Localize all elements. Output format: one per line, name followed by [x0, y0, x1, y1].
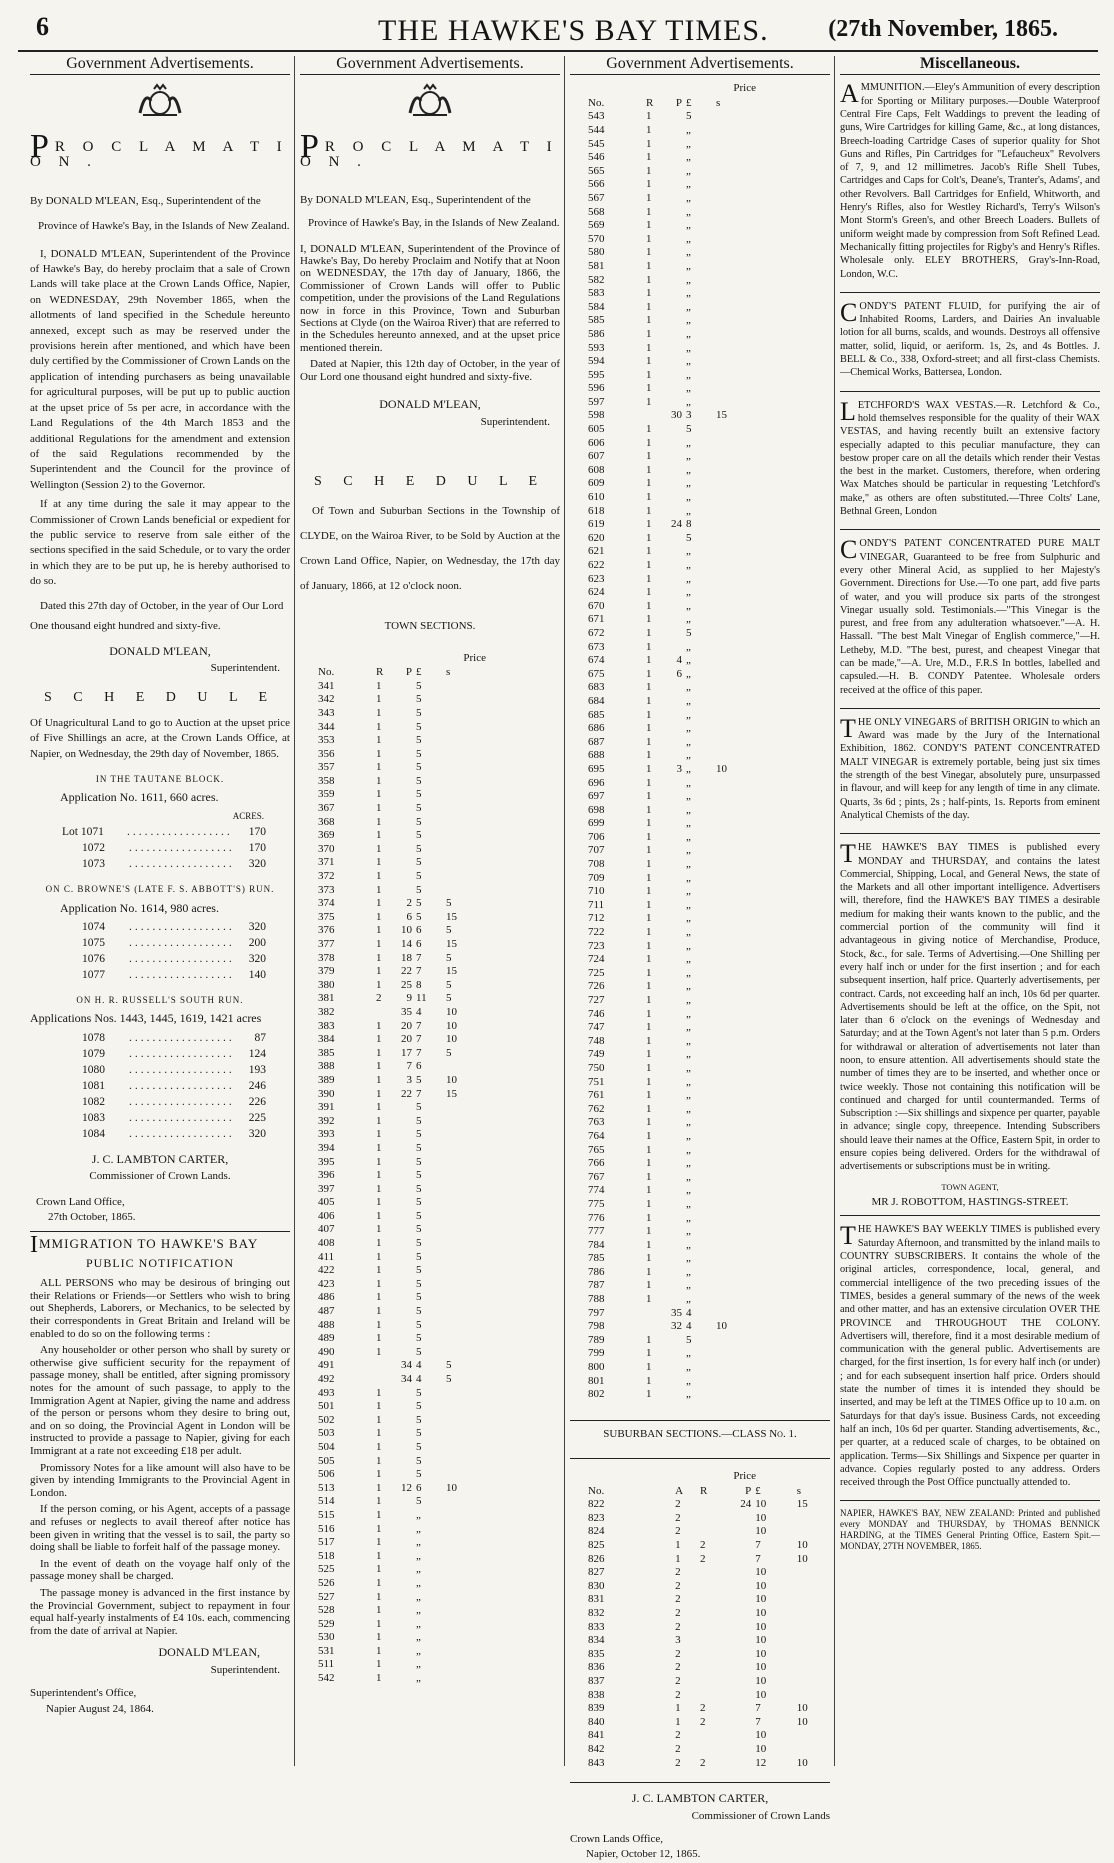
table-row: 493 1 5	[318, 1386, 422, 1399]
table-row: 505 1 5	[318, 1454, 422, 1467]
table-row: 798 32 4 10	[588, 1320, 727, 1333]
table-row: 606 1 „	[588, 436, 691, 449]
table-row: 724 1 „	[588, 953, 691, 966]
table-row: 492 34 4 5	[318, 1373, 452, 1385]
table-row: 824 2 10	[588, 1525, 767, 1538]
table-row: 610 1 „	[588, 491, 691, 504]
table-row: 486 1 5	[318, 1291, 422, 1304]
table-row: 357 1 5	[318, 761, 422, 774]
table-row: 671 1 „	[588, 613, 691, 626]
table-row: 491 34 4 5	[318, 1359, 452, 1372]
application-line: Application No. 1614, 980 acres.	[60, 900, 219, 915]
proclamation-body: I, DONALD M'LEAN, Superintendent of the Province of Hawke's Bay, Do hereby Proclaim and Notify that at Noon on WEDNESDAY, the 17th day of January, 1866, the Commissioner of Crown Lands will offer to Public competition, under the provisions of the Land Regulations now in force in this Province, Town and Suburban Sections at Clyde (on the Wairoa River) that are referred to in the Schedules hereunto annexed, and at the upset price mentioned therein.	[300, 242, 560, 354]
column-heading: Government Advertisements.	[300, 56, 560, 75]
table-row: 389 1 3 5 10	[318, 1073, 457, 1086]
table-row: 565 1 „	[588, 164, 691, 177]
column-divider	[294, 56, 295, 1766]
table-row: 586 1 „	[588, 327, 691, 340]
royal-crest-icon	[300, 83, 560, 122]
table-row: 675 1 6 „	[588, 667, 691, 680]
table-row: 407 1 5	[318, 1223, 422, 1236]
table-row: 838 2 10	[588, 1688, 767, 1701]
table-row: 709 1 „	[588, 871, 691, 884]
table-row: 831 2 10	[588, 1593, 767, 1606]
table-row: 685 1 „	[588, 708, 691, 721]
lot-row: 1082 .................. 226	[82, 1095, 266, 1108]
table-row: 405 1 5	[318, 1196, 422, 1209]
table-row: 598 30 3 15	[588, 409, 727, 422]
table-row: 618 1 „	[588, 504, 691, 517]
table-row: 597 1 „	[588, 395, 691, 408]
column-divider	[834, 56, 835, 1766]
table-row: 683 1 „	[588, 681, 691, 694]
table-row: 395 1 5	[318, 1155, 422, 1168]
table-row: 393 1 5	[318, 1128, 422, 1141]
table-row: 504 1 5	[318, 1440, 422, 1453]
table-row: 511 1 „	[318, 1658, 421, 1671]
table-header: No. R P £ s	[588, 96, 721, 109]
schedule-title: S C H E D U L E	[313, 473, 547, 489]
table-row: 727 1 „	[588, 994, 691, 1006]
table-row: 695 1 3 „ 10	[588, 762, 727, 775]
carter-signature: J. C. LAMBTON CARTER,	[631, 1791, 769, 1806]
immigration-para: If the person coming, or his Agent, accepts of a passage and refuses or neglects to avail thereof after notice has been given in writing that the vessel is to sail, the party so doing shall be liable to forfeit half of the passage money.	[30, 1503, 290, 1554]
table-row: 688 1 „	[588, 749, 691, 762]
block-heading: ON H. R. RUSSELL'S SOUTH RUN.	[76, 995, 244, 1006]
suburban-sections-heading: SUBURBAN SECTIONS.—CLASS No. 1.	[603, 1427, 797, 1440]
table-row: 526 1 „	[318, 1576, 421, 1589]
table-row: 605 1 5	[588, 423, 692, 436]
table-row: 369 1 5	[318, 829, 422, 842]
table-row: 566 1 „	[588, 178, 691, 191]
table-row: 801 1 „	[588, 1374, 691, 1387]
advertisement: CONDY'S PATENT FLUID, for purifying the air of Inhabited Rooms, Larders, and Dairies An invaluable lotion for all burns, scalds, and wounds. Destroys all offensive matter, solid, liquid, or aeriform. 1s, 2s, and 4s Bottles. J. BELL & Co., 338, Oxford-street; and all first-class Chemists.—Chemical Works, Battersea, London.	[840, 300, 1100, 392]
table-row: 833 2 10	[588, 1620, 767, 1633]
table-row: 619 1 24 8	[588, 518, 692, 531]
table-row: 725 1 „	[588, 966, 691, 979]
table-row: 372 1 5	[318, 870, 422, 883]
column-2	[300, 56, 560, 1766]
masthead	[18, 10, 1098, 50]
immigration-signature-title: Superintendent.	[210, 1663, 280, 1676]
table-row: 826 1 2 7 10	[588, 1552, 808, 1565]
table-row: 596 1 „	[588, 382, 691, 395]
table-row: 687 1 „	[588, 735, 691, 748]
table-row: 822 2 24 10 15	[588, 1498, 808, 1511]
table-row: 840 1 2 7 10	[588, 1715, 808, 1728]
proclamation-title: P R O C L A M A T I O N .	[300, 127, 559, 171]
table-row: 764 1 „	[588, 1129, 691, 1142]
table-row: 527 1 „	[318, 1590, 421, 1603]
table-row: 356 1 5	[318, 747, 422, 760]
proclamation-title: P R O C L A M A T I O N .	[30, 127, 289, 171]
schedule-title: S C H E D U L E	[43, 690, 277, 706]
page-number: 6	[36, 12, 49, 41]
table-row: 775 1 „	[588, 1197, 691, 1210]
lot-row: 1074 .................. 320	[82, 921, 266, 934]
immigration-subtitle: PUBLIC NOTIFICATION	[86, 1255, 234, 1270]
table-row: 397 1 5	[318, 1182, 422, 1195]
table-row: 712 1 „	[588, 912, 691, 925]
table-row: 670 1 „	[588, 599, 691, 612]
table-row: 706 1 „	[588, 830, 691, 843]
table-row: 385 1 17 7 5	[318, 1046, 452, 1059]
table-row: 371 1 5	[318, 856, 422, 869]
price-label: Price	[733, 1470, 756, 1483]
table-row: 342 1 5	[318, 693, 422, 706]
office-name: Crown Land Office,	[36, 1195, 125, 1208]
table-row: 698 1 „	[588, 803, 691, 816]
table-row: 422 1 5	[318, 1264, 422, 1277]
table-row: 392 1 5	[318, 1114, 422, 1127]
table-row: 382 35 4 10	[318, 1005, 457, 1018]
table-row: 766 1 „	[588, 1157, 691, 1170]
table-row: 391 1 5	[318, 1101, 422, 1114]
table-row: 408 1 5	[318, 1237, 422, 1250]
table-row: 343 1 5	[318, 706, 422, 719]
column-heading: Government Advertisements.	[30, 56, 290, 75]
table-row: 823 2 10	[588, 1511, 767, 1524]
table-row: 608 1 „	[588, 463, 691, 476]
table-row: 686 1 „	[588, 722, 691, 735]
advertisement: LETCHFORD'S WAX VESTAS.—R. Letchford & Co., hold themselves responsible for the quality of their WAX VESTAS, and having recently built an extensive factory especially adapted to this peculiar manufacture, they can bestow proper care on all the details which render their Vestas the best in the market. Customers, therefore, when ordering Wax Matches should be particular in requesting 'Letchford's make," as others are often substituted.—Three Colts' Lane, Bethnal Green, London	[840, 399, 1100, 531]
table-row: 370 1 5	[318, 842, 422, 855]
table-row: 489 1 5	[318, 1332, 422, 1345]
table-row: 836 2 10	[588, 1661, 767, 1674]
table-row: 594 1 „	[588, 355, 691, 368]
table-row: 748 1 „	[588, 1034, 691, 1047]
table-row: 839 1 2 7 10	[588, 1702, 808, 1715]
table-row: 767 1 „	[588, 1170, 691, 1183]
column-divider	[564, 56, 565, 1766]
table-row: 797 35 4	[588, 1306, 692, 1319]
application-line: Applications Nos. 1443, 1445, 1619, 1421 acres	[30, 1011, 262, 1026]
immigration-para: In the event of death on the voyage half only of the passage money shall be charged.	[30, 1557, 290, 1583]
table-row: 503 1 5	[318, 1427, 422, 1440]
proclamation-dated: Dated at Napier, this 12th day of October, in the year of Our Lord one thousand eight hundred and sixty-five.	[300, 358, 560, 383]
masthead-rule	[18, 50, 1098, 52]
lot-row: 1079 .................. 124	[82, 1047, 266, 1060]
table-row: 396 1 5	[318, 1169, 422, 1182]
block-heading: ON C. BROWNE'S (LATE F. S. ABBOTT'S) RUN.	[45, 884, 275, 895]
table-row: 583 1 „	[588, 287, 691, 300]
table-row: 707 1 „	[588, 844, 691, 857]
table-row: 367 1 5	[318, 802, 422, 815]
table-row: 582 1 „	[588, 273, 691, 286]
table-row: 607 1 „	[588, 450, 691, 463]
acres-label: ACRES.	[232, 810, 264, 821]
table-row: 697 1 „	[588, 790, 691, 803]
table-row: 843 2 2 12 10	[588, 1756, 808, 1769]
table-row: 513 1 12 6 10	[318, 1481, 457, 1494]
table-row: 800 1 „	[588, 1361, 691, 1374]
table-row: 528 1 „	[318, 1604, 421, 1617]
table-row: 529 1 „	[318, 1617, 421, 1630]
table-row: 761 1 „	[588, 1089, 691, 1102]
schedule-intro: Of Town and Suburban Sections in the Township of CLYDE, on the Wairoa River, to be Sold by Auction at the Crown Land Office, Napier, on Wednesday, the 17th day of January, 1866, at 12 o'clock noon.	[300, 505, 560, 593]
table-row: 530 1 „	[318, 1631, 421, 1644]
table-row: 802 1 „	[588, 1388, 691, 1401]
table-row: 581 1 „	[588, 259, 691, 272]
table-row: 789 1 5	[588, 1333, 692, 1346]
lot-row: 1076 .................. 320	[82, 953, 266, 966]
column-heading: Government Advertisements.	[570, 56, 830, 75]
signature-title: Superintendent.	[480, 415, 550, 428]
table-row: 786 1 „	[588, 1265, 691, 1278]
table-row: 580 1 „	[588, 246, 691, 259]
table-row: 359 1 5	[318, 788, 422, 801]
column-heading: Miscellaneous.	[840, 56, 1100, 75]
price-label: Price	[733, 82, 756, 95]
table-row: 711 1 „	[588, 898, 691, 911]
town-sections-table-continued	[570, 97, 830, 1402]
application-line: Application No. 1611, 660 acres.	[60, 790, 219, 805]
table-row: 514 1 5	[318, 1495, 422, 1508]
carter-title: Commissioner of Crown Lands.	[89, 1170, 231, 1183]
table-row: 751 1 „	[588, 1075, 691, 1088]
table-row: 515 1 „	[318, 1508, 421, 1521]
table-row: 837 2 10	[588, 1674, 767, 1687]
column-4	[840, 56, 1100, 1766]
table-row: 749 1 „	[588, 1048, 691, 1061]
table-row: 584 1 „	[588, 300, 691, 313]
immigration-para: ALL PERSONS who may be desirous of bringing out their Relations or Friends—or Settlers who wish to bring out Shepherds, Laborers, or Mechanics, to be selected by their correspondents in Great Britain and Ireland will be enabled to do so on the following terms :	[30, 1277, 290, 1340]
table-row: 377 1 14 6 15	[318, 938, 457, 950]
lot-row: 1084 .................. 320	[82, 1127, 266, 1140]
proclamation-body: I, DONALD M'LEAN, Superintendent of the Province of Hawke's Bay, do hereby proclaim that a sale of Crown Lands will take place at the Crown Lands Office, Napier, on WEDNESDAY, 29th November 1865, when the allotments of land specified in the Schedule hereunto annexed, except such as may be reserved under the provisions herein after mentioned, and which have been duly certified by the Commissioner of Crown Lands on the application of intending purchasers as being unavailable for agricultural purposes, will be put up to public auction at the upset price of 5s per acre, in accordance with the Land Regulations of the 4th March 1853 and the additional Regulations for the amendment and extension of the said Regulations recommended by the Superintendent and the Council for the province of Wellington (Session 2) to the Governor.	[30, 247, 290, 491]
office-date: Napier, October 12, 1865.	[586, 1848, 701, 1861]
table-row: 762 1 „	[588, 1102, 691, 1115]
newspaper-title: THE HAWKE'S BAY TIMES.	[378, 14, 769, 47]
table-row: 622 1 „	[588, 559, 691, 571]
office-name: Crown Lands Office,	[570, 1832, 663, 1845]
table-row: 746 1 „	[588, 1007, 691, 1020]
lot-row: 1077 .................. 140	[82, 969, 266, 982]
table-row: 799 1 „	[588, 1347, 691, 1360]
advertisement: THE HAWKE'S BAY WEEKLY TIMES is published every Saturday Afternoon, and transmitted by the inland mails to COUNTRY SUBSCRIBERS. It contains the whole of the original articles, correspondence, local, general, and commercial intelligence of the two preceding issues of the TIMES, besides a general summary of the news of the week and other matter, and has an extensive circulation OVER THE PROVINCE and THROUGHOUT THE COLONY. Advertisers will, therefore, find it a most desirable medium of communication with the general public. Advertisements are charged, for the first insertion, 1s for every half inch (or under) ; and for each subsequent insertion half price. Orders should state the number of times it is intended they should be inserted, and may be left at the TIMES Office up to 10 a.m. on Saturdays for that day's issue. Business Cards, not exceeding half an inch, 10s 6d per quarter. Standing advertisements, &c., per quarter, at a reduced scale of charges, to be obtained on application. Terms—Six Shillings and Sixpence per quarter in advance. Copies regularly posted to any address. Orders received through the Post Office punctually attended to.	[840, 1223, 1100, 1501]
table-row: 380 1 25 8 5	[318, 978, 452, 991]
table-row: 774 1 „	[588, 1184, 691, 1197]
lot-row: 1081 .................. 246	[82, 1079, 266, 1092]
lot-row: Lot 1071 .................. 170	[62, 826, 266, 839]
table-row: 341 1 5	[318, 679, 422, 692]
lot-row: 1073 .................. 320	[82, 858, 266, 871]
town-sections-table	[300, 666, 560, 1686]
table-row: 502 1 5	[318, 1413, 422, 1426]
table-row: 368 1 5	[318, 815, 422, 828]
table-row: 570 1 „	[588, 232, 691, 245]
table-row: 569 1 „	[588, 219, 691, 232]
table-row: 620 1 5	[588, 531, 692, 544]
town-agent: MR J. ROBOTTOM, HASTINGS-STREET.	[871, 1196, 1069, 1209]
column-1	[30, 56, 290, 1766]
table-row: 623 1 „	[588, 572, 691, 585]
proclamation-byline: By DONALD M'LEAN, Esq., Superintendent of the Province of Hawke's Bay, in the Islands of New Zealand.	[30, 194, 290, 232]
block-heading: IN THE TAUTANE BLOCK.	[95, 774, 225, 784]
proclamation-body-2: If at any time during the sale it may appear to the Commissioner of Crown Lands beneficial or expedient for the public service to reserve from sale either of the sections specified in the said Schedule, or to vary the order in which they are to be put up, he is hereby authorised to do so.	[30, 498, 290, 588]
table-row: 673 1 „	[588, 640, 691, 653]
carter-title: Commissioner of Crown Lands	[691, 1809, 830, 1822]
table-row: 543 1 5	[588, 110, 692, 123]
price-label: Price	[463, 651, 486, 664]
table-row: 406 1 5	[318, 1209, 422, 1222]
proclamation-dated: Dated this 27th day of October, in the year of Our Lord One thousand eight hundred and sixty-five.	[30, 599, 284, 632]
suburban-sections-table	[570, 1485, 830, 1770]
table-row: 841 2 10	[588, 1729, 767, 1742]
column-3	[570, 55, 830, 1861]
table-row: 621 1 „	[588, 545, 691, 558]
lot-row: 1075 .................. 200	[82, 937, 266, 950]
table-row: 750 1 „	[588, 1061, 691, 1074]
table-row: 787 1 „	[588, 1279, 691, 1292]
table-row: 710 1 „	[588, 885, 691, 898]
table-row: 684 1 „	[588, 694, 691, 707]
table-row: 358 1 5	[318, 774, 422, 787]
table-row: 784 1 „	[588, 1238, 691, 1251]
table-row: 388 1 7 6	[318, 1060, 422, 1073]
table-row: 384 1 20 7 10	[318, 1033, 457, 1046]
carter-signature: J. C. LAMBTON CARTER,	[91, 1151, 229, 1166]
advertisement: THE ONLY VINEGARS of BRITISH ORIGIN to which an Award was made by the Jury of the International Exhibition, 1862. CONDY'S PATENT CONCENTRATED MALT VINEGAR is extremely portable, being just six times the strength of the best Vinegar, absolutely pure, unsurpassed in flavour, and will keep for any length of time in any climate. Quarts, 3s 6d ; pints, 2s ; half-pints, 1s. Reports from eminent Analytical Chemists of the day.	[840, 716, 1100, 834]
table-row: 722 1 „	[588, 926, 691, 939]
table-row: 487 1 5	[318, 1305, 422, 1318]
table-row: 593 1 „	[588, 341, 691, 354]
table-row: 624 1 „	[588, 586, 691, 599]
lot-row: 1083 .................. 225	[82, 1111, 266, 1124]
table-row: 376 1 10 6 5	[318, 924, 452, 937]
table-row: 835 2 10	[588, 1647, 767, 1660]
table-row: 672 1 5	[588, 626, 692, 639]
table-row: 381 2 9 11 5	[318, 992, 452, 1005]
table-row: 383 1 20 7 10	[318, 1019, 457, 1032]
table-row: 609 1 „	[588, 477, 691, 490]
table-row: 353 1 5	[318, 734, 422, 747]
office-date: 27th October, 1865.	[48, 1211, 136, 1224]
table-row: 674 1 4 „	[588, 654, 691, 667]
town-sections-heading: TOWN SECTIONS.	[384, 620, 476, 633]
table-row: 763 1 „	[588, 1116, 691, 1129]
table-row: 423 1 5	[318, 1277, 422, 1290]
immigration-para: Any householder or other person who shall by surety or otherwise give sufficient security for the repayment of passage money, shall be entitled, after signing promissory notes for the amount of such passage, to apply to the Immigration Agent at Napier, giving the name and address of the person or persons whom they desire to bring out, and on so doing, the Provincial Agent in London will be instructed to provide a passage to Napier, giving for each Immigrant at a rate not exceeding £18 per adult.	[30, 1344, 290, 1457]
royal-crest-icon	[30, 83, 290, 122]
table-row: 834 3 10	[588, 1634, 767, 1647]
table-row: 542 1 „	[318, 1672, 421, 1685]
table-row: 776 1 „	[588, 1211, 691, 1224]
table-row: 825 1 2 7 10	[588, 1539, 808, 1551]
table-row: 517 1 „	[318, 1536, 421, 1549]
table-row: 785 1 „	[588, 1252, 691, 1265]
issue-date: (27th November, 1865.	[828, 16, 1058, 42]
table-row: 375 1 6 5 15	[318, 910, 457, 923]
lot-row: 1080 .................. 193	[82, 1063, 266, 1076]
signature-title: Superintendent.	[210, 661, 280, 674]
table-row: 777 1 „	[588, 1225, 691, 1238]
table-row: 726 1 „	[588, 980, 691, 993]
proclamation-byline: By DONALD M'LEAN, Esq., Superintendent of the Province of Hawke's Bay, in the Islands of New Zealand.	[300, 193, 560, 229]
table-row: 585 1 „	[588, 314, 691, 327]
lot-row: 1078 .................. 87	[82, 1031, 266, 1044]
table-row: 488 1 5	[318, 1318, 422, 1331]
table-row: 699 1 „	[588, 817, 691, 830]
imprint: NAPIER, HAWKE'S BAY, NEW ZEALAND: Printed and published every MONDAY and THURSDAY, by THOMAS BENNICK HARDING, at the TIMES General Printing Office, Eastern Spit.—MONDAY, 27TH NOVEMBER, 1865.	[840, 1508, 1100, 1552]
table-row: 595 1 „	[588, 368, 691, 381]
lot-row: 1072 .................. 170	[82, 842, 266, 855]
table-row: 696 1 „	[588, 776, 691, 789]
schedule-intro: Of Unagricultural Land to go to Auction at the upset price of Five Shillings an acre, at the Crown Lands Office, at Napier, on Wednesday, the 29th day of November, 1865.	[30, 716, 290, 760]
table-row: 546 1 „	[588, 151, 691, 164]
table-header: No. A R P £ s	[588, 1484, 802, 1497]
table-row: 394 1 5	[318, 1141, 422, 1154]
table-row: 531 1 „	[318, 1644, 421, 1657]
advertisement: AMMUNITION.—Eley's Ammunition of every description for Sporting or Military purposes.—Double Waterproof Central Fire Caps, Felt Waddings to prevent the leading of guns, Wire Cartridges for killing Game, &c., at long distances, Breech-loading Cartridge Cases of superior quality for Shot Guns and Rifles, Pin Cartridges for "Lefaucheux" Revolvers of 7, 9, and 12 millimetres. Jacob's Rifle Shell Tubes, Cartridges and Caps for Colt's, Deane's, Tranter's, Adams', and other Revolvers. Ball Cartridges for Enfield, Whitworth, and Henry's Rifles, also for Westley Richard's, Terry's Wilson's Mont Storm's Green's, and other Breech Loaders. Bullets of uniform weight made by compression from Soft Refined Lead. Mechanically fitting projectiles for Rigby's and Henry's Rifles. Wholesale only. ELEY BROTHERS, Gray's-Inn-Road, London, W.C.	[840, 81, 1100, 292]
table-row: 378 1 18 7 5	[318, 951, 452, 964]
table-row: 379 1 22 7 15	[318, 965, 457, 978]
table-row: 518 1 „	[318, 1549, 421, 1562]
table-row: 516 1 „	[318, 1522, 421, 1535]
immigration-title: IMMIGRATION TO HAWKE'S BAY	[30, 1232, 259, 1259]
table-row: 490 1 5	[318, 1345, 422, 1358]
signature: DONALD M'LEAN,	[379, 397, 481, 412]
table-row: 830 2 10	[588, 1579, 767, 1592]
table-row: 747 1 „	[588, 1021, 691, 1034]
table-row: 411 1 5	[318, 1250, 422, 1263]
table-row: 525 1 „	[318, 1563, 421, 1576]
table-row: 568 1 „	[588, 205, 691, 218]
table-row: 390 1 22 7 15	[318, 1087, 457, 1100]
table-row: 545 1 „	[588, 137, 691, 150]
table-row: 501 1 5	[318, 1400, 422, 1413]
immigration-signature: DONALD M'LEAN,	[158, 1645, 260, 1660]
table-row: 344 1 5	[318, 720, 422, 733]
table-row: 373 1 5	[318, 883, 422, 896]
table-row: 374 1 2 5 5	[318, 897, 452, 910]
immigration-para: The passage money is advanced in the first instance by the Provincial Government, subject to repayment in four equal half-yearly instalments of £4 10s. each, commencing from the date of arrival at Napier.	[30, 1586, 290, 1637]
signature: DONALD M'LEAN,	[109, 643, 211, 658]
town-agent-label: TOWN AGENT,	[941, 1181, 999, 1192]
table-row: 723 1 „	[588, 939, 691, 952]
table-row: 506 1 5	[318, 1468, 422, 1481]
table-row: 708 1 „	[588, 858, 691, 871]
immigration-para: Promissory Notes for a like amount will also have to be given by intending Immigrants to the Provincial Agent in London.	[30, 1461, 290, 1499]
table-row: 765 1 „	[588, 1143, 691, 1156]
table-row: 544 1 „	[588, 124, 691, 136]
immigration-notice	[30, 1231, 290, 1716]
advertisement: THE HAWKE'S BAY TIMES is published every MONDAY and THURSDAY, and contains the latest Commercial, Shipping, Local, and General News, the state of the Markets and all other important intelligence. Advertisers will, therefore, find the HAWKE'S BAY TIMES a desirable medium for making their wants known to the public, and the commercial portion of the community will find it advantageous in giving notice of Merchandise, Produce, Stock, &c., for sale. Terms of Advertising.—One Shilling per every half inch or under for the first insertion ; and for each subsequent insertion, half price. Quarterly advertisements, per contract. Cards, not exceeding half an inch, 10s 6d per quarter. Advertisements should be left at the office, on the Spit, not later than 6 o'clock on the evenings of Wednesday and Saturday; and at the Town Agent's not later than 5 p.m. Orders for withdrawal or alteration of advertisements not later than noon, to ensure attention. All advertisements should state the number of times they are to be inserted, and whether once or twice weekly. Those not containing this notification will be continued and charged for until countermanded. Terms of Subscription :—Six shillings and sixpence per quarter, payable in advance; single copy, threepence. Intending Subscribers should leave their names at the Office, Eastern Spit, in order to ensure copies being delivered. Orders for the withdrawal of advertisements or subscriptions must be in writing. TOWN AGENT, MR J. ROBOTTOM, HASTINGS-STREET.	[840, 841, 1100, 1216]
immigration-office-date: Napier August 24, 1864.	[46, 1702, 154, 1715]
table-row: 832 2 10	[588, 1606, 767, 1619]
advertisement: CONDY'S PATENT CONCENTRATED PURE MALT VINEGAR, Guaranteed to be free from Sulphuric and every other Mineral Acid, as supplied to her Majesty's Government. Directions for Use.—To one part, add five parts of water, and you will produce six parts of the strongest Vinegar usually sold. Testimonials.—"This Vinegar is the purest, and free from any adulteration whatsoever."—A. H. Hassall. "The best Malt Vinegar of English commerce,"—H. Letheby, M.D. "The best, purest, and cheapest Vinegar that can be made,"—A. Ure, M.D., F.R.S In bottles, labelled and capsuled.—H. B. CONDY Patentee. Wholesale orders received at the office of this paper.	[840, 537, 1100, 709]
table-row: 788 1 „	[588, 1293, 691, 1306]
table-row: 827 2 10	[588, 1566, 767, 1579]
immigration-office: Superintendent's Office,	[30, 1687, 137, 1700]
table-row: 567 1 „	[588, 191, 691, 204]
table-header: No. R P £ s	[318, 666, 451, 679]
table-row: 842 2 10	[588, 1742, 767, 1755]
